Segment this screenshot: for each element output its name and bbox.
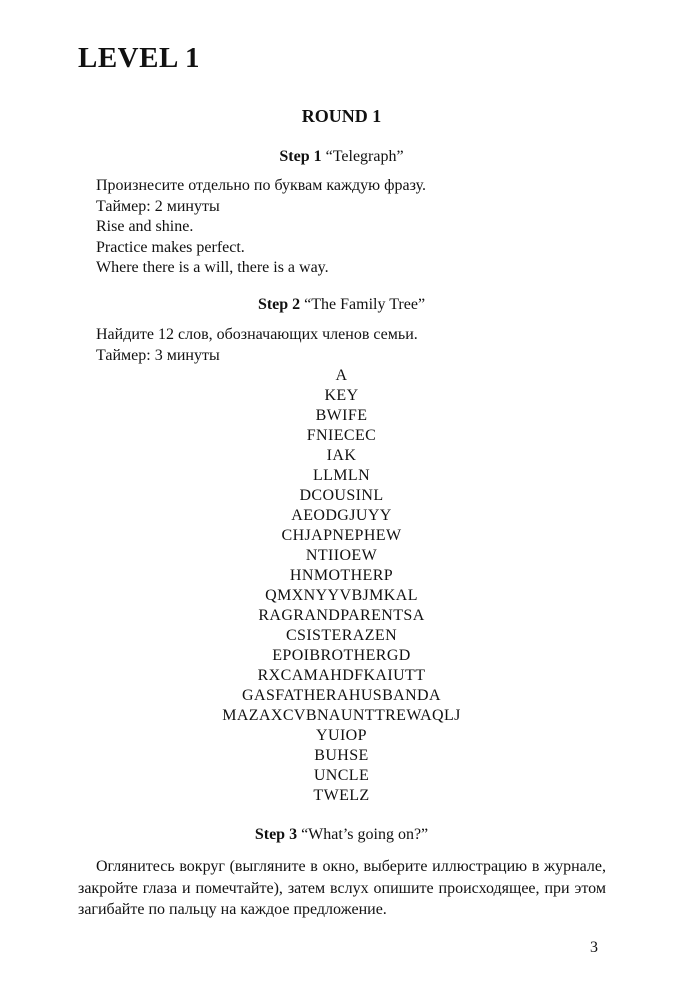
puzzle-row: MAZAXCVBNAUNTTREWAQLJ: [222, 707, 461, 724]
puzzle-row: NTIIOEW: [305, 547, 378, 564]
puzzle-row: QMXNYYVBJMKAL: [265, 587, 418, 604]
puzzle-row: TWELZ: [313, 787, 370, 804]
step3-paragraph: [78, 856, 606, 921]
step2-title: “The Family Tree”: [304, 296, 426, 313]
puzzle-row: HNMOTHERP: [289, 567, 394, 584]
step3-heading: [0, 826, 683, 844]
step1-title: “Telegraph”: [325, 148, 404, 165]
step1-line: Practice makes perfect.: [96, 238, 245, 256]
step2-line: Найдите 12 слов, обозначающих членов семьи.: [96, 326, 418, 343]
puzzle-row: IAK: [326, 447, 357, 464]
step3-text: Оглянитесь вокруг (выгляните в окно, выберите иллюстрацию в журнале, закройте глаза и помечтайте), затем вслух опишите происходящее, при этом загибайте по пальцу на каждое предложение.: [78, 858, 606, 918]
step1-line: Where there is a will, there is a way.: [96, 259, 329, 276]
step2-heading: [0, 296, 683, 314]
puzzle-row: UNCLE: [313, 767, 370, 784]
puzzle-row: KEY: [324, 387, 359, 404]
step1-heading: [0, 148, 683, 166]
puzzle-row: RXCAMAHDFKAIUTT: [257, 667, 426, 684]
puzzle-row: EPOIBROTHERGD: [272, 647, 411, 664]
puzzle-row: LLMLN: [312, 467, 371, 484]
puzzle-row: DCOUSINL: [299, 487, 384, 504]
puzzle-row: A: [335, 367, 348, 384]
puzzle-row: CSISTERAZEN: [285, 627, 398, 644]
puzzle-row: BUHSE: [314, 747, 369, 764]
puzzle-row: AEODGJUYY: [291, 507, 392, 524]
step1-label: Step 1: [279, 148, 322, 165]
puzzle-row: GASFATHERAHUSBANDA: [242, 687, 441, 704]
step2-line: Таймер: 3 минуты: [96, 346, 220, 364]
step3-title: “What’s going on?”: [301, 826, 429, 843]
level-title: LEVEL 1: [78, 42, 200, 74]
puzzle-row: RAGRANDPARENTSA: [258, 607, 425, 624]
step1-line: Произнесите отдельно по буквам каждую фразу.: [96, 177, 426, 194]
round-title: ROUND 1: [301, 106, 382, 126]
puzzle-row: YUIOP: [316, 727, 367, 744]
step1-line: Rise and shine.: [96, 218, 194, 235]
puzzle-row: CHJAPNEPHEW: [281, 527, 402, 544]
step1-line: Таймер: 2 минуты: [96, 197, 220, 215]
step2-lines: [96, 325, 418, 366]
puzzle-row: FNIECEC: [306, 427, 377, 444]
step1-lines: [96, 176, 426, 279]
page-number: 3: [590, 939, 598, 956]
puzzle-row: BWIFE: [315, 407, 368, 424]
step2-label: Step 2: [257, 296, 301, 313]
step3-label: Step 3: [254, 826, 298, 843]
family-tree-puzzle: [0, 366, 683, 806]
